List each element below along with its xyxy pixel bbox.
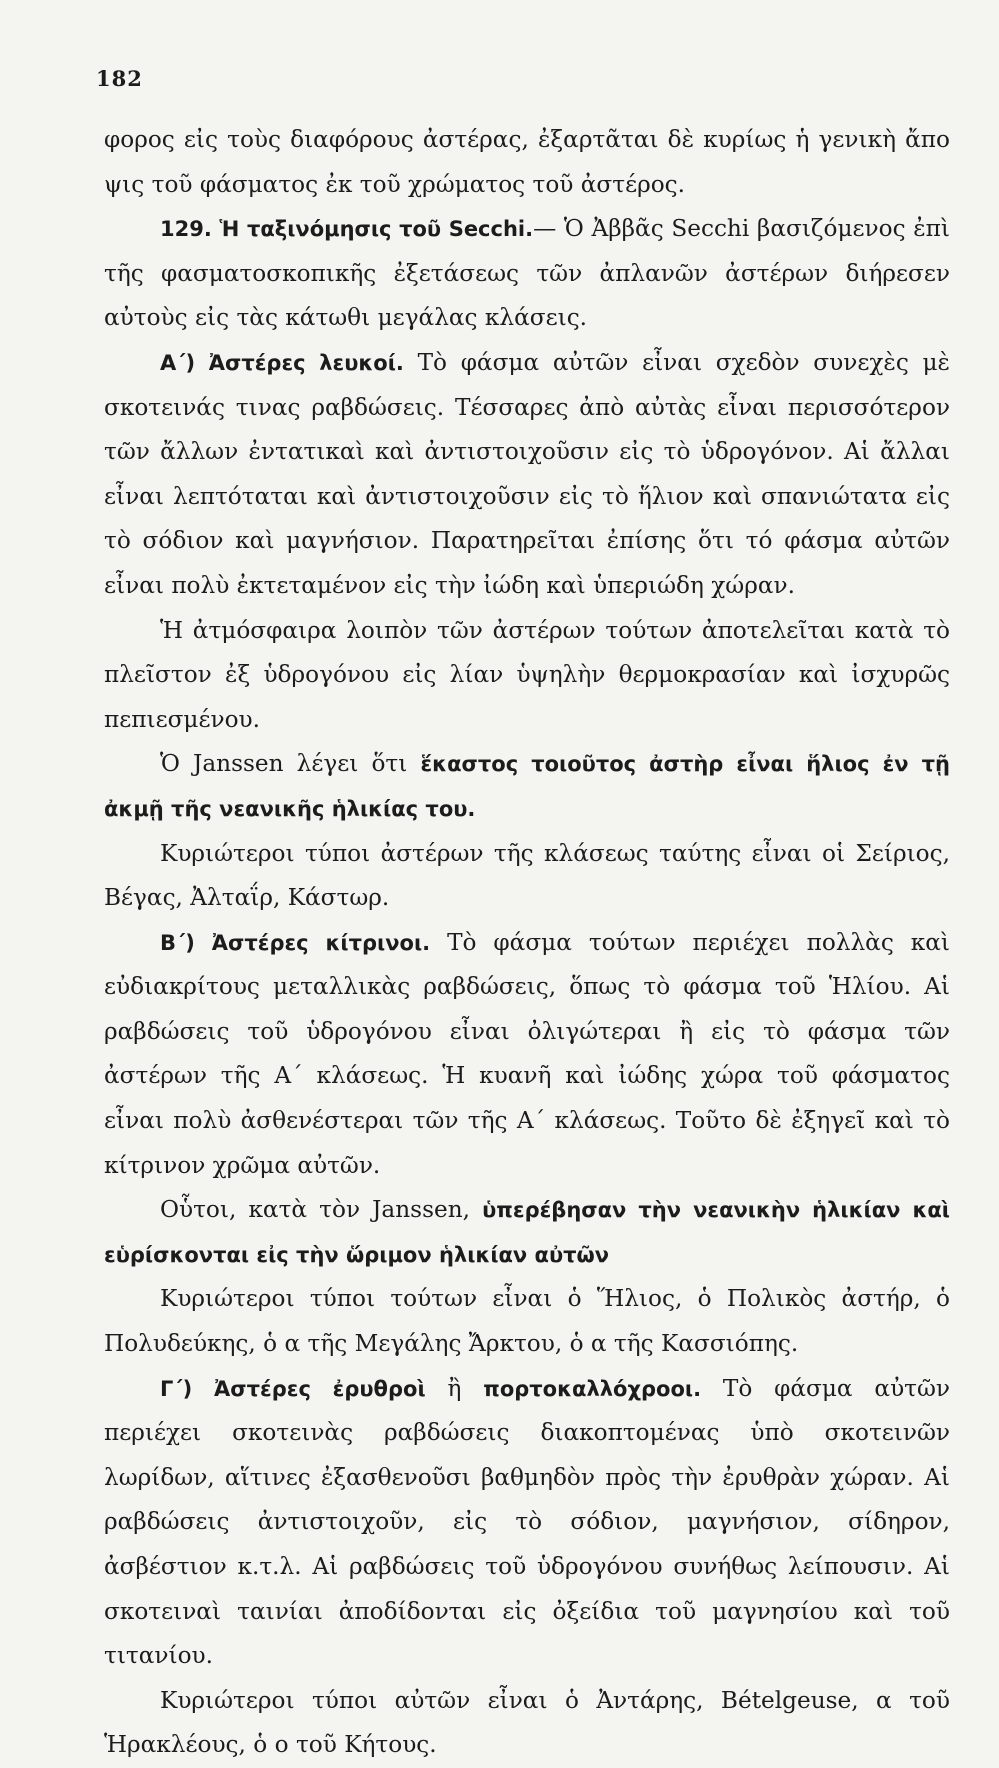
paragraph-11: Κυριώτεροι τύποι αὐτῶν εἶναι ὁ Ἀντάρης, Bételgeuse, α τοῦ Ἡρακλέους, ὁ ο τοῦ Κήτους. [104, 1686, 950, 1759]
paragraph-3 [104, 341, 950, 609]
paragraph-2-text: — Ὁ Ἀββᾶς Secchi βασιζόμενος ἐπὶ τῆς φασματοσκοπικῆς ἐξετάσεως τῶν ἀπλανῶν ἀστέρων διήρεσεν αὐτοὺς εἰς τὰς κάτωθι μεγάλας κλάσεις. [104, 215, 950, 332]
class-c-heading: Γ΄) Ἀστέρες ἐρυθροὶ [160, 1376, 426, 1401]
page-number: 182 [96, 66, 143, 91]
class-b-heading: Β΄) Ἀστέρες κίτρινοι. [160, 930, 431, 955]
paragraph-10 [104, 1367, 950, 1679]
class-c-heading-2: πορτοκαλλόχροοι. [483, 1376, 702, 1401]
paragraph-9: Κυριώτεροι τύποι τούτων εἶναι ὁ Ἥλιος, ὁ Πολικὸς ἀστήρ, ὁ Πολυδεύκης, ὁ α τῆς Μεγάλης Ἄρκτου, ὁ α τῆς Κασσιόπης. [104, 1285, 950, 1358]
paragraph-5 [104, 742, 950, 831]
paragraph-10-mid: ἢ [425, 1374, 484, 1402]
paragraph-6: Κυριώτεροι τύποι ἀστέρων τῆς κλάσεως ταύτης εἶναι οἱ Σείριος, Βέγας, Ἀλταΐρ, Κάστωρ. [104, 839, 950, 912]
paragraph-8 [104, 1188, 950, 1277]
paragraph-8-bold: ὑπερέβησαν τὴν νεανικὴν ἡλικίαν καὶ εὑρίσκονται εἰς τὴν ὥριμον ἡλικίαν αὐτῶν [104, 1198, 950, 1267]
paragraph-2 [104, 207, 950, 341]
paragraph-5-text: Ὁ Janssen λέγει ὅτι [160, 750, 421, 778]
paragraph-3-text: Τὸ φάσμα αὐτῶν εἶναι σχεδὸν συνεχὲς μὲ σκοτεινάς τινας ραβδώσεις. Τέσσαρες ἀπὸ αὐτὰς εἶναι περισσότερον τῶν ἄλλων ἐντατικαὶ καὶ ἀντιστοιχοῦσιν εἰς τὸ ὑδρογόνον. Αἱ ἄλλαι εἶναι λεπτόταται καὶ ἀντιστοιχοῦσιν εἰς τὸ ἥλιον καὶ σπανιώτατα εἰς τὸ σόδιον καὶ μαγνήσιον. Παρατηρεῖται ἐπίσης ὅτι τό φάσμα αὐτῶν εἶναι πολὺ ἐκτεταμένον εἰς τὴν ἰώδη καὶ ὑπεριώδη χώραν. [104, 348, 950, 599]
paragraph-4: Ἡ ἀτμόσφαιρα λοιπὸν τῶν ἀστέρων τούτων ἀποτελεῖται κατὰ τὸ πλεῖστον ἐξ ὑδρογόνου εἰς λίαν ὑψηλὴν θερμοκρασίαν καὶ ἰσχυρῶς πεπιεσμένου. [104, 616, 950, 733]
paragraph-10-text: Τὸ φάσμα αὐτῶν περιέχει σκοτεινὰς ραβδώσεις διακοπτομένας ὑπὸ σκοτεινῶν λωρίδων, αἵτινες ἐξασθενοῦσι βαθμηδὸν πρὸς τὴν ἐρυθρὰν χώραν. Αἱ ραβδώσεις ἀντιστοιχοῦν, εἰς τὸ σόδιον, μαγνήσιον, σίδηρον, ἀσβέστιον κ.τ.λ. Αἱ ραβδώσεις τοῦ ὑδρογόνου συνήθως λείπουσιν. Αἱ σκοτειναὶ ταινίαι ἀποδίδονται εἰς ὀξείδια τοῦ μαγνησίου καὶ τοῦ τιτανίου. [104, 1374, 951, 1670]
body-text [104, 118, 950, 1768]
paragraph-1: φορος εἰς τοὺς διαφόρους ἀστέρας, ἐξαρτᾶται δὲ κυρίως ἡ γενικὴ ἄπο ψις τοῦ φάσματος ἐκ τοῦ χρώματος τοῦ ἀστέρος. [104, 126, 950, 198]
class-a-heading: Α΄) Ἀστέρες λευκοί. [160, 350, 404, 375]
paragraph-5-bold: ἕκαστος τοιοῦτος ἀστὴρ εἶναι ἥλιος ἐν τῇ ἀκμῇ τῆς νεανικῆς ἡλικίας του. [104, 752, 950, 821]
paragraph-7 [104, 921, 950, 1189]
paragraph-8-text: Οὗτοι, κατὰ τὸν Janssen, [160, 1196, 483, 1224]
section-heading-129: 129. Ἡ ταξινόμησις τοῦ Secchi. [160, 217, 534, 242]
paragraph-7-text: Τὸ φάσμα τούτων περιέχει πολλὰς καὶ εὐδιακρίτους μεταλλικὰς ραβδώσεις, ὅπως τὸ φάσμα τοῦ Ἡλίου. Αἱ ραβδώσεις τοῦ ὑδρογόνου εἶναι ὀλιγώτεραι ἢ εἰς τὸ φάσμα τῶν ἀστέρων τῆς Α΄ κλάσεως. Ἡ κυανῆ καὶ ἰώδης χώρα τοῦ φάσματος εἶναι πολὺ ἀσθενέστεραι τῶν τῆς Α΄ κλάσεως. Τοῦτο δὲ ἐξηγεῖ καὶ τὸ κίτρινον χρῶμα αὐτῶν. [104, 928, 950, 1179]
